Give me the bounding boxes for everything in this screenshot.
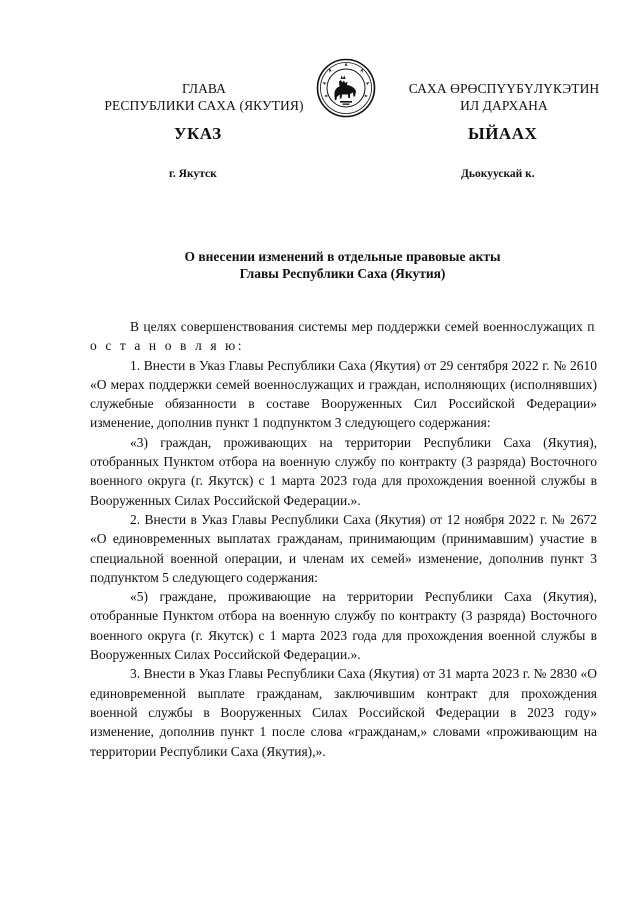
title-line-1: О внесении изменений в отдельные правовые акты <box>184 249 501 264</box>
issuer-title-sakha: ИЛ ДАРХАНА <box>460 98 548 113</box>
item-2-paragraph: 2. Внести в Указ Главы Республики Саха (Якутия) от 12 ноября 2022 г. № 2672 «О единовременных выплатах гражданам, принимающим (принимавшим) участие в специальной военной операции, и членам их семей» изменение, дополнив пункт 3 подпунктом 5 следующего содержания: <box>90 511 597 585</box>
preamble-paragraph <box>90 317 597 356</box>
issuer-republic-ru: РЕСПУБЛИКИ САХА (ЯКУТИЯ) <box>104 98 304 113</box>
title-line-2: Главы Республики Саха (Якутия) <box>239 266 446 281</box>
item-1-paragraph: 1. Внести в Указ Главы Республики Саха (Якутия) от 29 сентября 2022 г. № 2610 «О мерах поддержки семей военнослужащих и граждан, исполняющих (исполнявших) служебные обязанности в составе Вооруженных Сил Российской Федерации» изменение, дополнив пункт 1 подпунктом 3 следующего содержания: <box>90 357 597 431</box>
issuer-block-sakha <box>390 80 618 114</box>
decree-word: п о с т а н о в л я ю: <box>90 319 598 354</box>
city-ru: г. Якутск <box>169 168 217 180</box>
issuer-block-ru <box>80 80 328 114</box>
issuer-republic-sakha: САХА ӨРӨСПҮҮБҮЛҮКЭТИН <box>408 81 600 96</box>
item-2-quote-paragraph: «5) граждане, проживающие на территории Республики Саха (Якутия), отобранные Пунктом отбора на военную службу по контракту (3 разряда) Восточного военного округа (г. Якутск) с 1 марта 2023 года для прохождения военной службы в Вооруженных Силах Российской Федерации.». <box>90 589 597 663</box>
doc-type-ru: УКАЗ <box>174 124 222 143</box>
item-1-quote-paragraph: «3) граждан, проживающих на территории Республики Саха (Якутия), отобранных Пунктом отбора на военную службу по контракту (3 разряда) Восточного военного округа (г. Якутск) с 1 марта 2023 года для прохождения военной службы в Вооруженных Силах Российской Федерации.». <box>90 434 597 508</box>
issuer-title-ru: ГЛАВА <box>181 81 227 96</box>
document-title <box>90 248 595 282</box>
city-sakha: Дьокуускай к. <box>461 168 535 180</box>
item-3-paragraph: 3. Внести в Указ Главы Республики Саха (Якутия) от 31 марта 2023 г. № 2830 «О единовременной выплате гражданам, заключившим контракт для прохождения военной службы в Вооруженных Силах Российской Федерации в 2023 году» изменение, дополнив пункт 1 после слова «гражданам,» словами «проживающим на территории Республики Саха (Якутия),». <box>90 666 597 759</box>
preamble-text: В целях совершенствования системы мер поддержки семей военнослужащих <box>130 319 583 334</box>
sakha-coat-of-arms-icon <box>316 58 376 118</box>
doc-type-sakha: ЫЙААХ <box>468 124 538 143</box>
document-body <box>90 317 597 761</box>
